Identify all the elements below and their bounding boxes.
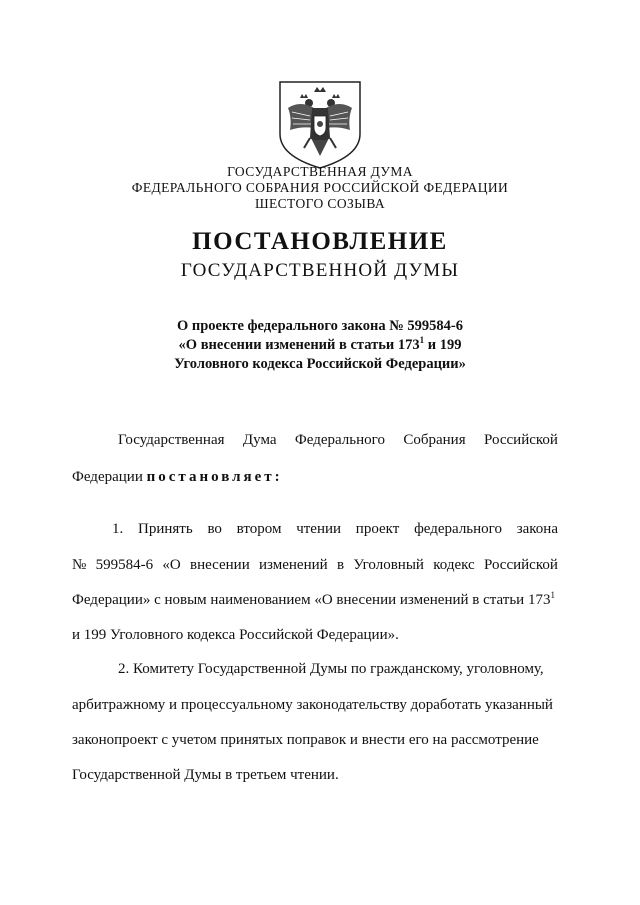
header-line-1: ГОСУДАРСТВЕННАЯ ДУМА: [227, 164, 413, 179]
header-line-2: ФЕДЕРАЛЬНОГО СОБРАНИЯ РОССИЙСКОЙ ФЕДЕРАЦИИ: [131, 180, 509, 195]
item-2-line-1: 2. Комитету Государственной Думы по гражданскому, уголовному,: [118, 661, 544, 677]
header-line-3: ШЕСТОГО СОЗЫВА: [254, 196, 386, 211]
preamble-line-1: Государственная Дума Федерального Собрания Российской: [118, 432, 558, 448]
document-title: ПОСТАНОВЛЕНИЕ: [192, 228, 448, 255]
preamble-line-2: Федерации постановляет:: [72, 469, 283, 485]
item-1-line-3: Федерации» с новым наименованием «О внесении изменений в статьи $173^1$: [72, 590, 555, 608]
subject-line-2: «О внесении изменений в статьи $173^1$ и 199: [178, 335, 462, 353]
item-1-line-2: № 599584-6 «О внесении изменений в Уголовный кодекс Российской: [72, 557, 558, 573]
item-2-line-4: Государственной Думы в третьем чтении.: [72, 767, 339, 783]
item-2-line-3: законопроект с учетом принятых поправок и внести его на рассмотрение: [72, 732, 539, 748]
subject-line-1: О проекте федерального закона № 599584-6: [176, 318, 464, 334]
coat-of-arms-emblem: [270, 78, 370, 170]
item-1-line-1: 1. Принять во втором чтении проект федерального закона: [112, 521, 558, 537]
document-subtitle: ГОСУДАРСТВЕННОЙ ДУМЫ: [180, 260, 460, 281]
item-1-line-4: и 199 Уголовного кодекса Российской Федерации».: [72, 627, 399, 643]
subject-line-3: Уголовного кодекса Российской Федерации»: [174, 356, 466, 372]
item-2-line-2: арбитражному и процессуальному законодательству доработать указанный: [72, 697, 553, 713]
